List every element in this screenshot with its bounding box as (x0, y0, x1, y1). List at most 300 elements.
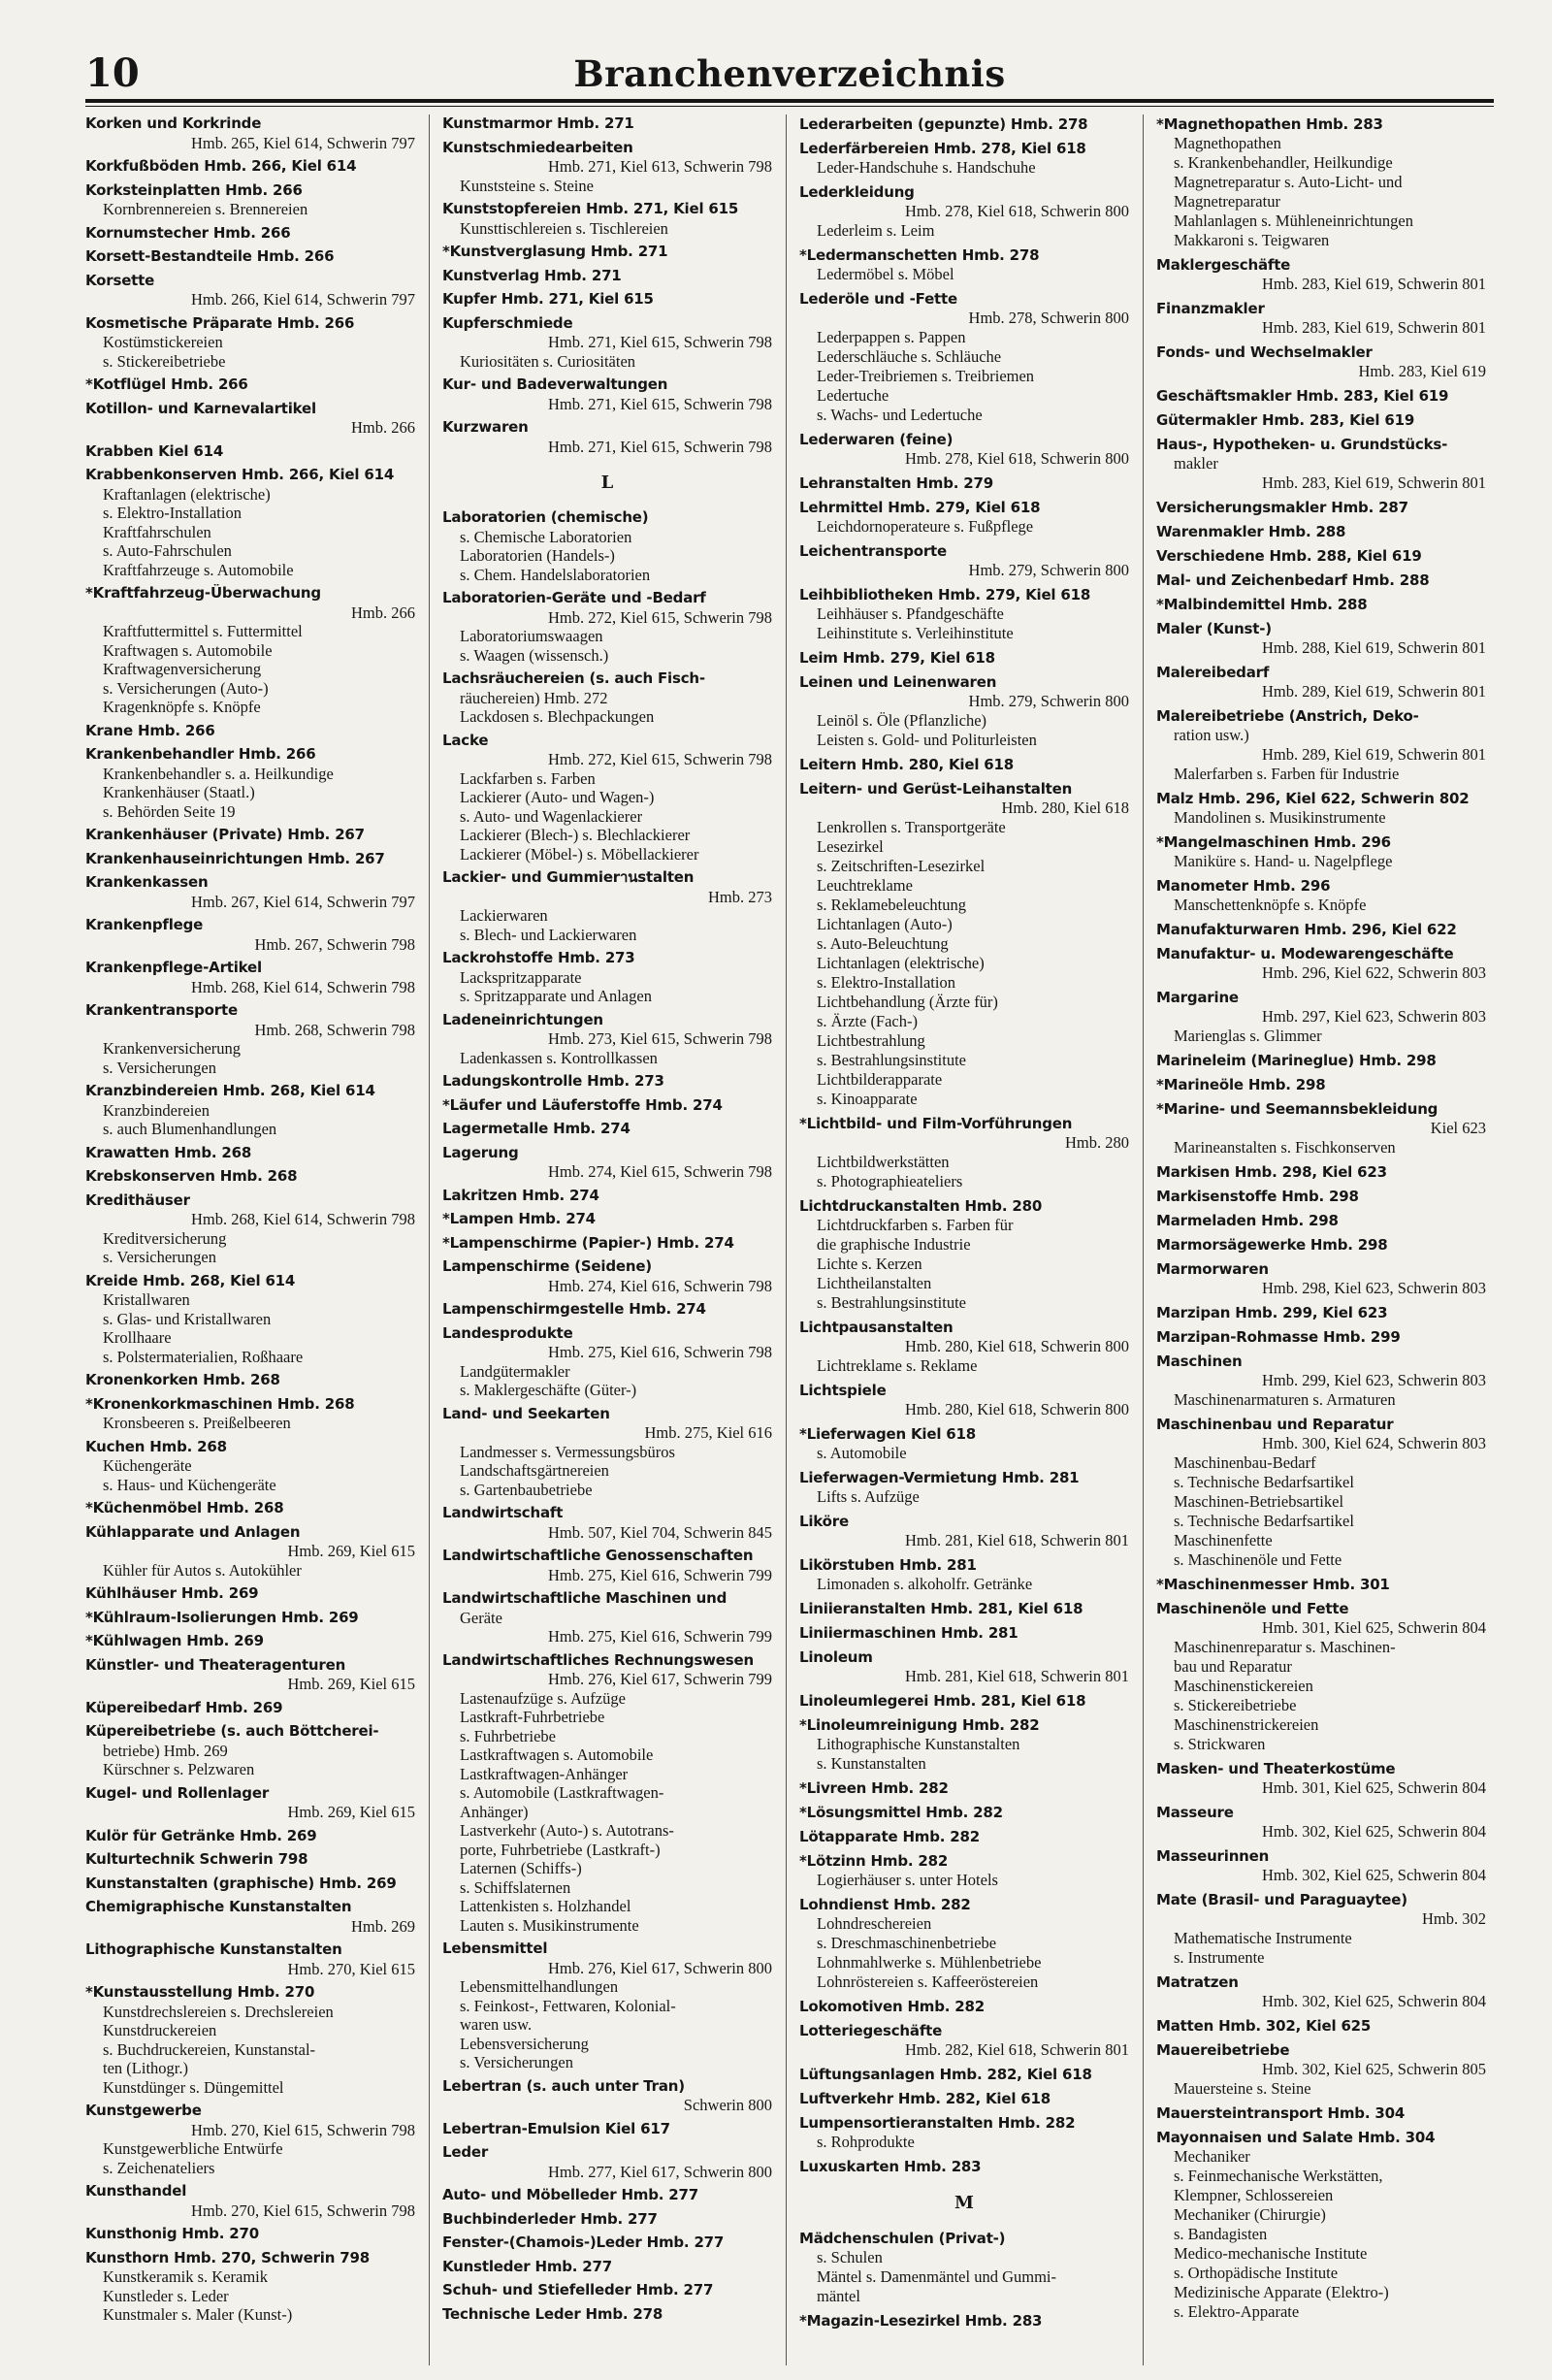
entry-detail: Kragenknöpfe s. Knöpfe (103, 698, 261, 716)
directory-entry (442, 290, 772, 310)
entry-heading: *Lichtbild- und Film-Vorführungen (799, 1115, 1073, 1132)
entry-heading: Kunsthonig Hmb. 270 (85, 2225, 259, 2242)
entry-heading: Kühlapparate und Anlagen (85, 1522, 301, 1541)
entry-heading: Auto- und Möbelleder Hmb. 277 (442, 2186, 699, 2203)
entry-heading: Malereibedarf (1156, 664, 1270, 681)
entry-detail: Hmb. 273 (708, 887, 772, 906)
entry-heading: Lampenschirmgestelle Hmb. 274 (442, 1300, 706, 1318)
entry-detail: s. Automobile (817, 1444, 907, 1462)
directory-entry (1156, 571, 1486, 590)
entry-detail: ration usw.) (1174, 726, 1249, 744)
entry-detail: s. Versicherungen (Auto-) (103, 678, 269, 698)
entry-detail: s. Glas- und Kristallwaren (103, 1309, 272, 1328)
directory-entry (85, 247, 415, 267)
directory-entry (1156, 435, 1486, 493)
entry-heading: Krankenpflege-Artikel (85, 959, 262, 976)
entry-detail: Maschinenarmaturen s. Armaturen (1174, 1390, 1396, 1409)
entry-detail: Hmb. 302, Kiel 625, Schwerin 804 (1262, 1992, 1486, 2010)
entry-detail: Leisten s. Gold- und Politurleisten (817, 731, 1037, 749)
entry-detail: Leichdornoperateure s. Fußpflege (817, 517, 1034, 536)
entry-heading: Lederöle und -Fette (799, 290, 957, 308)
entry-detail: s. Maschinenöle und Fette (1174, 1550, 1342, 1569)
directory-entry (442, 1547, 772, 1584)
entry-heading: Korsette (85, 271, 155, 289)
entry-heading: Landesprodukte (442, 1323, 573, 1342)
entry-detail: Lastenaufzüge s. Aufzüge (460, 1688, 626, 1708)
entry-detail: s. Schulen (817, 2248, 883, 2266)
entry-heading: Mayonnaisen und Salate Hmb. 304 (1156, 2129, 1436, 2146)
entry-heading: Leitern- und Gerüst-Leihanstalten (799, 780, 1073, 798)
entry-detail: s. Waagen (wissensch.) (460, 645, 609, 665)
entry-detail: Kunstdruckereien (103, 2021, 217, 2039)
entry-heading: Lackier- und Gummierานstalten (442, 868, 695, 886)
entry-heading: Kugel- und Rollenlager (85, 1783, 270, 1802)
entry-detail: Lichtbilderapparate (817, 1070, 943, 1089)
section-letter: L (600, 473, 614, 493)
entry-heading: Haus-, Hypotheken- u. Grundstücks- (1156, 436, 1448, 453)
directory-entry (85, 1656, 415, 1694)
entry-detail: s. Automobile (Lastkraftwagen- (460, 1783, 664, 1802)
entry-heading: *Marineöle Hmb. 298 (1156, 1076, 1326, 1093)
entry-detail: s. Ärzte (Fach-) (817, 1012, 918, 1030)
entry-detail: Hmb. 296, Kiel 622, Schwerin 803 (1262, 963, 1486, 982)
directory-entry (1156, 1415, 1486, 1570)
entry-detail: Landschaftsgärtnereien (460, 1461, 609, 1480)
entry-heading: *Läufer und Läuferstoffe Hmb. 274 (442, 1095, 723, 1114)
entry-detail: Mechaniker (1174, 2147, 1250, 2166)
directory-entry (442, 2258, 772, 2277)
directory-entry (799, 182, 1129, 241)
entry-detail: s. Elektro-Apparate (1174, 2302, 1300, 2321)
entry-heading: Kunstanstalten (graphische) Hmb. 269 (85, 1874, 397, 1892)
directory-entry (442, 243, 772, 262)
entry-detail: Hmb. 283, Kiel 619, Schwerin 801 (1262, 275, 1486, 293)
entry-detail: Lichtdruckfarben s. Farben für (817, 1216, 1014, 1234)
directory-entry (1156, 663, 1486, 701)
directory-entry (85, 1584, 415, 1604)
entry-heading: Marmorsägewerke Hmb. 298 (1156, 1236, 1388, 1254)
directory-entry (1156, 1352, 1486, 1410)
entry-detail: s. Buchdruckereien, Kunstanstal- (103, 2039, 316, 2059)
entry-detail: Hmb. 277, Kiel 617, Schwerin 800 (548, 2162, 772, 2181)
entry-heading: Leinen und Leinenwaren (799, 673, 997, 691)
page-title: Branchenverzeichnis (573, 52, 1006, 95)
directory-entry (799, 1512, 1129, 1550)
entry-detail: s. Reklamebeleuchtung (817, 896, 966, 914)
entry-detail: Lackfarben s. Farben (460, 768, 596, 788)
entry-detail: Hmb. 281, Kiel 618, Schwerin 801 (905, 1531, 1129, 1549)
entry-heading: Masseurinnen (1156, 1847, 1270, 1865)
header-rule-thick (85, 99, 1494, 103)
directory-entry (799, 1895, 1129, 1992)
entry-heading: Verschiedene Hmb. 288, Kiel 619 (1156, 547, 1422, 565)
entry-detail: Lichtbehandlung (Ärzte für) (817, 993, 998, 1011)
entry-heading: Krabbenkonserven Hmb. 266, Kiel 614 (85, 466, 395, 483)
entry-detail: s. Chemische Laboratorien (460, 527, 632, 546)
entry-detail: s. Fuhrbetriebe (460, 1726, 556, 1745)
entry-detail: Kraftwagenversicherung (103, 660, 262, 678)
entry-detail: Hmb. 283, Kiel 619, Schwerin 801 (1262, 473, 1486, 492)
directory-entry (442, 669, 772, 727)
entry-heading: Laboratorien-Geräte und -Bedarf (442, 589, 706, 606)
entry-detail: Krankenversicherung (103, 1039, 242, 1058)
entry-heading: Finanzmakler (1156, 300, 1265, 317)
entry-heading: Lichtdruckanstalten Hmb. 280 (799, 1197, 1043, 1215)
directory-entry (442, 314, 772, 372)
entry-detail: Kronsbeeren s. Preißelbeeren (103, 1414, 291, 1432)
entry-detail: Krankenhäuser (Staatl.) (103, 783, 255, 801)
directory-entry (799, 2229, 1129, 2306)
directory-entry (1156, 342, 1486, 381)
entry-detail: Lastverkehr (Auto-) s. Autotrans- (460, 1821, 674, 1840)
entry-detail: Hmb. 280 (1065, 1133, 1129, 1152)
entry-heading: Fenster-(Chamois-)Leder Hmb. 277 (442, 2233, 725, 2251)
entry-detail: Hmb. 301, Kiel 625, Schwerin 804 (1262, 1618, 1486, 1637)
directory-entry (799, 648, 1129, 668)
entry-detail: Lichte s. Kerzen (817, 1255, 922, 1273)
entry-detail: s. Instrumente (1174, 1948, 1265, 1967)
entry-detail: s. Krankenbehandler, Heilkundige (1174, 153, 1393, 172)
entry-detail: Lithographische Kunstanstalten (817, 1735, 1020, 1753)
entry-detail: s. Auto- und Wagenlackierer (460, 806, 643, 826)
directory-entry (1156, 1846, 1486, 1885)
entry-heading: Markisen Hmb. 298, Kiel 623 (1156, 1163, 1387, 1181)
entry-detail: Kraftwagen s. Automobile (103, 640, 273, 660)
entry-detail: Hmb. 298, Kiel 623, Schwerin 803 (1262, 1279, 1486, 1297)
entry-heading: Geschäftsmakler Hmb. 283, Kiel 619 (1156, 387, 1449, 405)
entry-detail: makler (1174, 454, 1218, 473)
directory-entry (85, 1875, 415, 1894)
directory-entry (799, 1196, 1129, 1313)
entry-heading: *Kunstausstellung Hmb. 270 (85, 1983, 315, 2001)
entry-heading: Masseure (1156, 1804, 1234, 1821)
entry-detail: Hmb. 266 (351, 603, 415, 622)
directory-entry (442, 1324, 772, 1400)
entry-detail: Kunstdünger s. Düngemittel (103, 2077, 284, 2097)
directory-entry (85, 745, 415, 821)
entry-detail: Hmb. 271, Kiel 615, Schwerin 798 (548, 394, 772, 413)
entry-detail: s. Zeichenateliers (103, 2158, 215, 2177)
entry-heading: Kronenkorken Hmb. 268 (85, 1371, 280, 1388)
entry-heading: Kurzwaren (442, 418, 529, 436)
entry-heading: Kunstverlag Hmb. 271 (442, 266, 622, 284)
directory-entry (85, 1699, 415, 1718)
directory-entry (85, 1191, 415, 1267)
entry-heading: Kulör für Getränke Hmb. 269 (85, 1826, 317, 1844)
directory-entry (85, 1001, 415, 1077)
entry-heading: Lackrohstoffe Hmb. 273 (442, 949, 635, 966)
entry-heading: Technische Leder Hmb. 278 (442, 2304, 663, 2323)
entry-detail: Hmb. 276, Kiel 617, Schwerin 799 (548, 1670, 772, 1688)
entry-detail: Lichtbildwerkstätten (817, 1153, 950, 1171)
entry-detail: s. Bandagisten (1174, 2225, 1268, 2243)
entry-heading: Manufakturwaren Hmb. 296, Kiel 622 (1156, 921, 1457, 938)
entry-heading: Land- und Seekarten (442, 1404, 610, 1422)
entry-heading: Mal- und Zeichenbedarf Hmb. 288 (1156, 571, 1430, 589)
entry-heading: Kreide Hmb. 268, Kiel 614 (85, 1271, 296, 1289)
directory-entry (799, 289, 1129, 425)
entry-heading: Kunstgewerbe (85, 2102, 202, 2119)
directory-entry (1156, 2016, 1486, 2036)
directory-entry (442, 1504, 772, 1542)
entry-detail: s. Bestrahlungsinstitute (817, 1051, 966, 1069)
entry-detail: Lichtanlagen (Auto-) (817, 915, 953, 933)
directory-entry (1156, 299, 1486, 338)
entry-detail: porte, Fuhrbetriebe (Lastkraft-) (460, 1840, 661, 1859)
entry-detail: s. Auto-Beleuchtung (817, 934, 949, 953)
entry-detail: Hmb. 268, Schwerin 798 (254, 1020, 415, 1039)
directory-entry (1156, 255, 1486, 294)
directory-entry (1156, 876, 1486, 915)
entry-detail: s. Wachs- und Ledertuche (817, 406, 983, 424)
directory-entry (442, 375, 772, 413)
entry-heading: Kunstschmiedearbeiten (442, 138, 633, 156)
directory-entry (442, 1405, 772, 1500)
entry-heading: Landwirtschaft (442, 1504, 564, 1521)
directory-entry (799, 2065, 1129, 2084)
entry-heading: *Mangelmaschinen Hmb. 296 (1156, 833, 1391, 851)
entry-heading: Leder (442, 2143, 489, 2161)
page-number: 10 (85, 50, 140, 96)
directory-entry (1156, 2103, 1486, 2123)
directory-entry (442, 1072, 772, 1092)
entry-heading: Krankenpflege (85, 916, 204, 933)
column-1 (85, 114, 415, 2365)
entry-detail: s. Orthopädische Institute (1174, 2264, 1339, 2282)
entry-heading: Kühlhäuser Hmb. 269 (85, 1584, 259, 1602)
entry-detail: betriebe) Hmb. 269 (103, 1741, 228, 1760)
entry-detail: Lichtreklame s. Reklame (817, 1356, 978, 1375)
entry-detail: Maschinenstrickereien (1174, 1715, 1319, 1734)
entry-detail: s. Photographieateliers (817, 1172, 963, 1190)
entry-detail: Hmb. 280, Kiel 618, Schwerin 800 (905, 1400, 1129, 1418)
entry-heading: Krabben Kiel 614 (85, 441, 224, 460)
directory-entry (442, 2281, 772, 2300)
directory-entry (1156, 410, 1486, 430)
directory-entry (1156, 1235, 1486, 1255)
entry-heading: Ladungskontrolle Hmb. 273 (442, 1072, 664, 1090)
entry-detail: Hmb. 266 (351, 418, 415, 437)
directory-entry (1156, 706, 1486, 784)
directory-entry (799, 1827, 1129, 1846)
entry-detail: s. auch Blumenhandlungen (103, 1120, 277, 1138)
entry-detail: Hmb. 299, Kiel 623, Schwerin 803 (1262, 1371, 1486, 1389)
entry-heading: Mate (Brasil- und Paraguaytee) (1156, 1891, 1407, 1908)
directory-entry (85, 722, 415, 741)
directory-entry (1156, 1211, 1486, 1230)
entry-detail: Küchengeräte (103, 1456, 192, 1475)
entry-detail: Lackierer (Auto- und Wagen-) (460, 788, 655, 806)
entry-detail: Leihhäuser s. Pfandgeschäfte (817, 604, 1004, 623)
directory-entry (1156, 2128, 1486, 2322)
entry-heading: Lederkleidung (799, 183, 915, 201)
entry-detail: Maschinenreparatur s. Maschinen- (1174, 1638, 1396, 1656)
directory-entry (442, 1257, 772, 1295)
entry-detail: Lattenkisten s. Holzhandel (460, 1897, 631, 1915)
entry-heading: Küpereibetriebe (s. auch Böttcherei- (85, 1722, 379, 1740)
entry-detail: Klempner, Schlossereien (1174, 2186, 1334, 2204)
directory-entry (442, 732, 772, 864)
entry-detail: Lichtheilanstalten (817, 1274, 932, 1292)
entry-heading: Lötapparate Hmb. 282 (799, 1828, 980, 1845)
directory-entry (1156, 1759, 1486, 1798)
directory-entry (799, 1691, 1129, 1711)
directory-entry (799, 1803, 1129, 1822)
directory-entry (799, 1851, 1129, 1890)
directory-entry (799, 1623, 1129, 1643)
entry-detail: Kristallwaren (103, 1290, 190, 1309)
entry-detail: Lederleim s. Leim (817, 221, 935, 240)
entry-heading: Linoleumlegerei Hmb. 281, Kiel 618 (799, 1692, 1086, 1710)
directory-entry (85, 224, 415, 244)
entry-heading: Lichtspiele (799, 1382, 887, 1399)
entry-detail: Magnetreparatur (1174, 192, 1280, 211)
directory-entry (85, 157, 415, 177)
entry-detail: Hmb. 278, Schwerin 800 (968, 309, 1129, 327)
entry-heading: Marzipan Hmb. 299, Kiel 623 (1156, 1304, 1388, 1321)
directory-entry (1156, 1803, 1486, 1842)
entry-detail: Lastkraftwagen-Anhänger (460, 1764, 629, 1783)
entry-detail: Lackierwaren (460, 906, 548, 925)
entry-heading: Lithographische Kunstanstalten (85, 1940, 342, 1958)
entry-detail: Laternen (Schiffs-) (460, 1859, 582, 1877)
entry-heading: Lagermetalle Hmb. 274 (442, 1120, 630, 1137)
directory-entry (1156, 619, 1486, 658)
entry-detail: bau und Reparatur (1174, 1657, 1292, 1676)
entry-detail: Medizinische Apparate (Elektro-) (1174, 2283, 1389, 2301)
entry-detail: Hmb. 267, Kiel 614, Schwerin 797 (191, 892, 415, 911)
entry-detail: Krankenbehandler s. a. Heilkundige (103, 764, 334, 783)
entry-heading: Maschinenöle und Fette (1156, 1600, 1349, 1617)
directory-entry (85, 1371, 415, 1390)
entry-heading: Korksteinplatten Hmb. 266 (85, 180, 303, 199)
entry-detail: Lohnröstereien s. Kaffeeröstereien (817, 1972, 1039, 1991)
entry-detail: Hmb. 278, Kiel 618, Schwerin 800 (905, 202, 1129, 220)
entry-detail: Lauten s. Musikinstrumente (460, 1915, 639, 1935)
entry-heading: Manometer Hmb. 296 (1156, 877, 1331, 895)
entry-detail: Maschinenbau-Bedarf (1174, 1453, 1316, 1472)
entry-heading: Lagerung (442, 1143, 519, 1161)
entry-detail: Lesezirkel (817, 837, 884, 856)
directory-entry (85, 1609, 415, 1628)
directory-entry (799, 139, 1129, 178)
directory-entry (85, 1272, 415, 1367)
entry-heading: Lotteriegeschäfte (799, 2022, 943, 2039)
directory-entry (85, 314, 415, 372)
entry-detail: Lederschläuche s. Schläuche (817, 347, 1002, 366)
entry-heading: Lederarbeiten (gepunzte) Hmb. 278 (799, 115, 1088, 133)
entry-heading: Marmeladen Hmb. 298 (1156, 1212, 1339, 1229)
entry-detail: Maniküre s. Hand- u. Nagelpflege (1174, 852, 1393, 870)
entry-detail: Kiel 623 (1430, 1119, 1486, 1137)
entry-heading: Lokomotiven Hmb. 282 (799, 1998, 985, 2015)
entry-detail: s. Versicherungen (460, 2053, 573, 2071)
entry-heading: Linoleum (799, 1648, 873, 1666)
entry-detail: Lackierer (Blech-) s. Blechlackierer (460, 826, 691, 844)
directory-entry (1156, 1051, 1486, 1070)
directory-entry (442, 1120, 772, 1139)
entry-detail: Mauersteine s. Steine (1174, 2079, 1311, 2098)
entry-detail: Hmb. 288, Kiel 619, Schwerin 801 (1262, 638, 1486, 657)
entry-detail: Mäntel s. Damenmäntel und Gummi- (817, 2267, 1056, 2286)
directory-entry (1156, 920, 1486, 939)
entry-heading: Kupferschmiede (442, 313, 573, 332)
column-4 (1156, 114, 1486, 2365)
entry-detail: Leihinstitute s. Verleihinstitute (817, 624, 1014, 642)
entry-heading: Lakritzen Hmb. 274 (442, 1186, 599, 1204)
entry-detail: Hmb. 269, Kiel 615 (287, 1675, 415, 1693)
entry-heading: Markisenstoffe Hmb. 298 (1156, 1188, 1359, 1205)
entry-heading: Chemigraphische Kunstanstalten (85, 1898, 352, 1915)
entry-detail: Kunstmaler s. Maler (Kunst-) (103, 2305, 293, 2324)
entry-heading: Krankenkassen (85, 873, 209, 891)
directory-entry (85, 584, 415, 717)
directory-entry (85, 442, 415, 462)
directory-entry (442, 1210, 772, 1229)
entry-heading: Kosmetische Präparate Hmb. 266 (85, 313, 355, 332)
entry-heading: *Kühlraum-Isolierungen Hmb. 269 (85, 1608, 359, 1626)
directory-entry (1156, 1972, 1486, 2011)
entry-heading: Krane Hmb. 266 (85, 721, 215, 739)
directory-entry (85, 1144, 415, 1163)
entry-heading: Kulturtechnik Schwerin 798 (85, 1850, 308, 1868)
entry-detail: Kunstleder s. Leder (103, 2286, 229, 2305)
directory-entry (799, 1381, 1129, 1419)
entry-detail: Maschinenfette (1174, 1531, 1273, 1549)
entry-detail: Kraftfahrschulen (103, 522, 211, 541)
directory-entry (442, 418, 772, 456)
directory-entry (85, 1499, 415, 1518)
entry-detail: Hmb. 278, Kiel 618, Schwerin 800 (905, 449, 1129, 468)
column-3 (799, 114, 1129, 2365)
entry-detail: Kunsttischlereien s. Tischlereien (460, 218, 668, 238)
directory-entry (1156, 1599, 1486, 1754)
entry-detail: Hmb. 269, Kiel 615 (287, 1542, 415, 1560)
entry-detail: Hmb. 275, Kiel 616, Schwerin 799 (548, 1627, 772, 1646)
entry-detail: Kraftanlagen (elektrische) (103, 484, 271, 504)
directory-entry (799, 2311, 1129, 2331)
entry-heading: Fonds- und Wechselmakler (1156, 343, 1373, 361)
entry-heading: Mädchenschulen (Privat-) (799, 2230, 1006, 2247)
directory-entry (799, 473, 1129, 493)
directory-entry (442, 139, 772, 196)
directory-entry (442, 1187, 772, 1206)
entry-heading: *Kraftfahrzeug-Überwachung (85, 584, 321, 602)
entry-heading: Buchbinderleder Hmb. 277 (442, 2209, 658, 2228)
directory-entry (1156, 1575, 1486, 1594)
entry-heading: Margarine (1156, 989, 1239, 1006)
entry-detail: Hmb. 279, Schwerin 800 (968, 561, 1129, 579)
entry-heading: *Malbindemittel Hmb. 288 (1156, 596, 1368, 613)
entry-detail: Lohndreschereien (817, 1914, 932, 1933)
entry-detail: Marienglas s. Glimmer (1174, 1027, 1322, 1045)
entry-detail: s. Rohprodukte (817, 2133, 915, 2151)
directory-entry (799, 1647, 1129, 1686)
entry-heading: Kuchen Hmb. 268 (85, 1437, 227, 1455)
directory-entry (442, 1300, 772, 1320)
directory-columns (85, 114, 1494, 2365)
entry-heading: Matten Hmb. 302, Kiel 625 (1156, 2017, 1372, 2035)
entry-detail: Hmb. 270, Kiel 615, Schwerin 798 (191, 2120, 415, 2139)
directory-entry (799, 1599, 1129, 1618)
entry-heading: *Lampen Hmb. 274 (442, 1210, 596, 1227)
directory-entry (799, 541, 1129, 580)
entry-detail: s. Maklergeschäfte (Güter-) (460, 1381, 637, 1399)
entry-detail: Hmb. 289, Kiel 619, Schwerin 801 (1262, 745, 1486, 764)
entry-detail: Krollhaare (103, 1328, 172, 1347)
entry-detail: s. Stickereibetriebe (103, 351, 226, 371)
entry-heading: Lieferwagen-Vermietung Hmb. 281 (799, 1469, 1080, 1486)
